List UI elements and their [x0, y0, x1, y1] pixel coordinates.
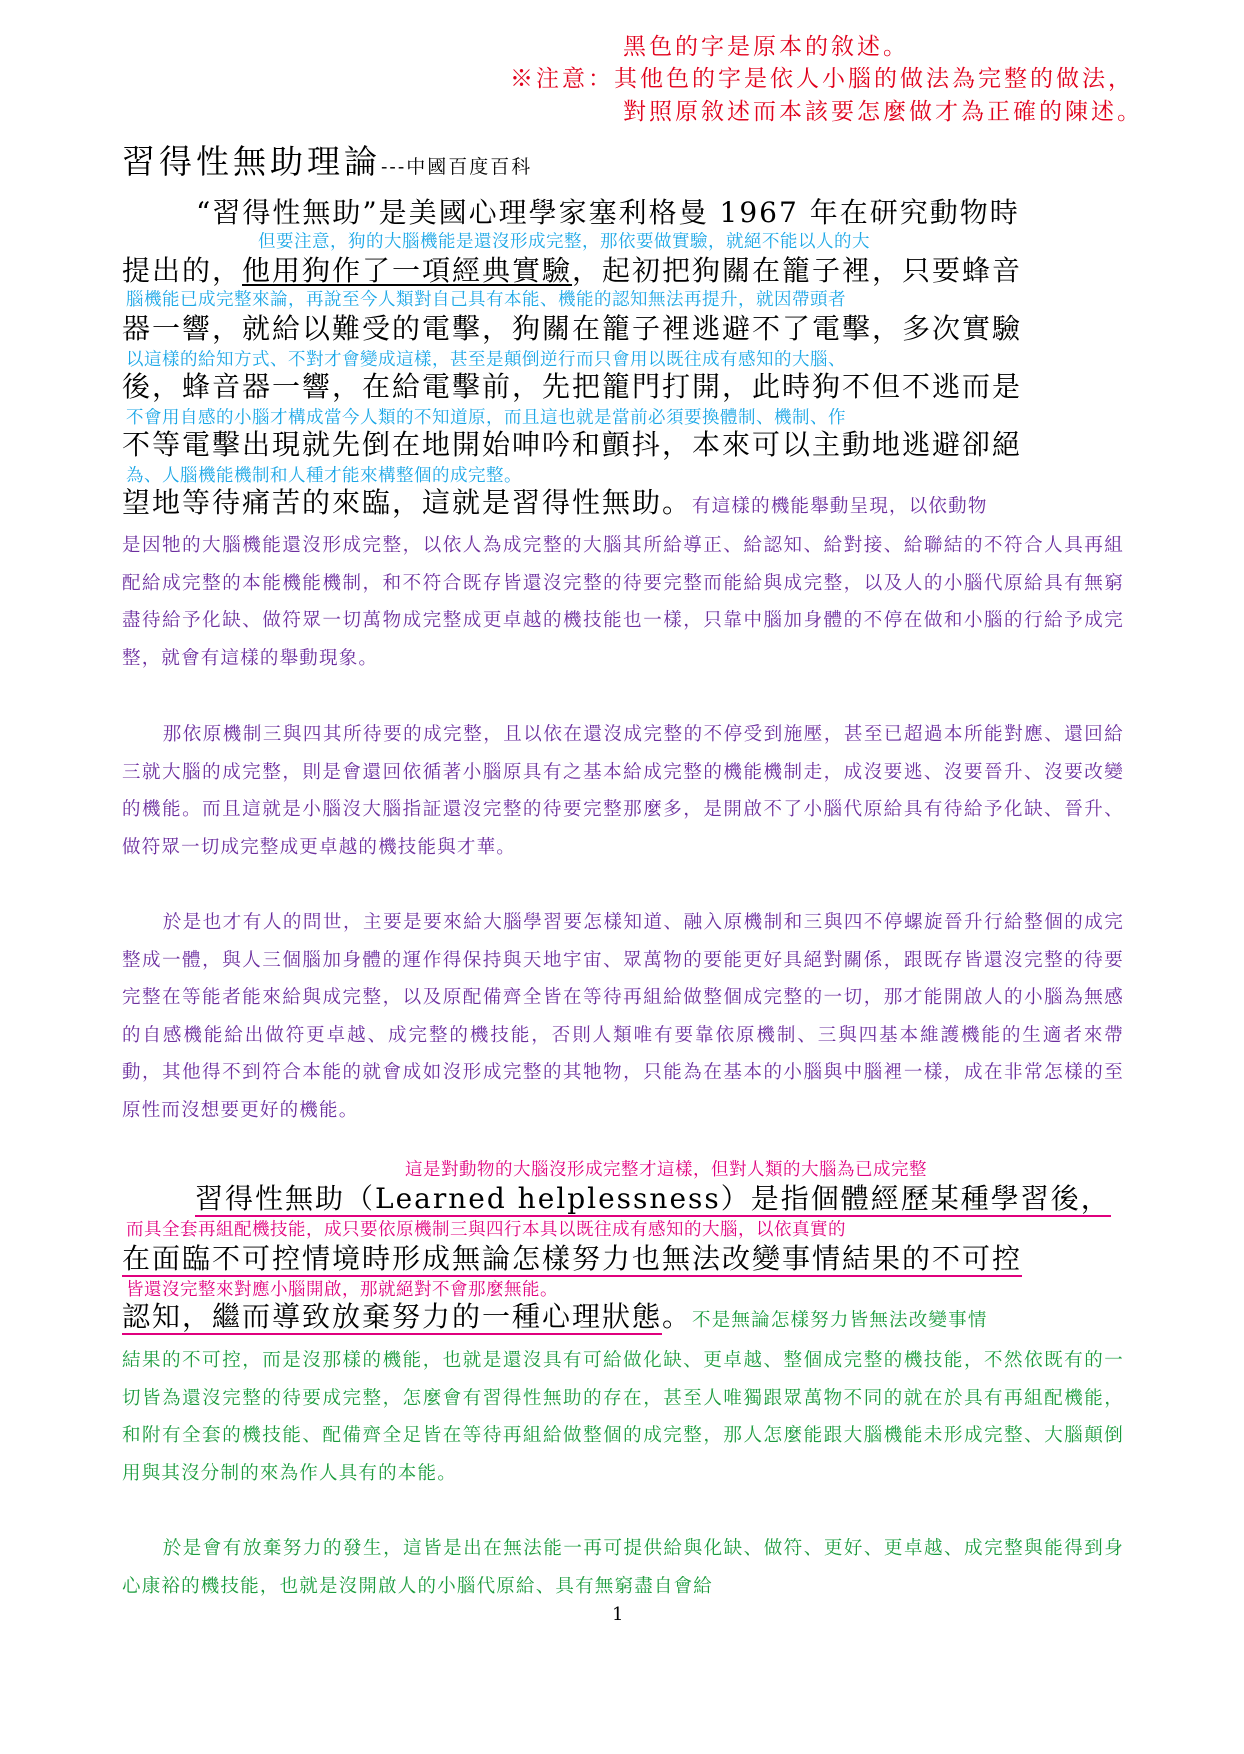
original-line-7 [195, 1182, 1124, 1216]
underlined-phrase: 他用狗作了一項經典實驗 [242, 254, 573, 287]
green-inline-start: 不是無論怎樣努力皆無法改變事情 [692, 1310, 988, 1331]
note-line-1: 黑色的字是原本的敘述。 [623, 34, 909, 60]
original-line-4: 後，蜂音器一響，在給電擊前，先把籠門打開，此時狗不但不逃而是 [122, 370, 1023, 403]
original-line-9-end: 。 [662, 1300, 693, 1333]
original-line-2a: 提出的， [122, 254, 243, 287]
green-paragraph-1: 結果的不可控，而是沒那樣的機能，也就是還沒具有可給做化缺、更卓越、整個成完整的機技能，不然依既有的一切皆為還沒完整的待要成完整，怎麼會有習得性無助的存在，甚至人唯獨跟眾萬物不同的就在於具有再組配機能，和附有全套的機技能、配備齊全足皆在等待再組給做整個的成完整，那人怎麼能跟大腦機能未形成完整、大腦顛倒用與其沒分制的來為作人具有的本能。 [122, 1350, 1124, 1484]
original-line-9 [122, 1300, 1124, 1338]
purple-inline-start: 有這樣的機能舉動呈現，以依動物 [692, 496, 988, 517]
annotation-pink-1: 這是對動物的大腦沒形成完整才這樣，但對人類的大腦為已成完整 [405, 1160, 927, 1180]
purple-paragraph-1: 是因牠的大腦機能還沒形成完整，以依人為成完整的大腦其所給導正、給認知、給對接、給聯結的不符合人具再組配給成完整的本能機能機制，和不符合既存皆還沒完整的待要完整而能給與成完整，以及人的小腦代原給具有無窮盡待給予化缺、做符眾一切萬物成完整成更卓越的機技能也一樣，只靠中腦加身體的不停在做和小腦的行給予成完整，就會有這樣的舉動現象。 [122, 535, 1124, 669]
original-line-2c: ，起初把狗關在籠子裡，只要蜂音 [572, 254, 1023, 287]
annotation-pink-3: 皆還沒完整來對應小腦開啟，那就絕對不會那麼無能。 [126, 1280, 558, 1300]
title-source: ---中國百度百科 [381, 156, 533, 178]
green-paragraph-2: 於是會有放棄努力的發生，這皆是出在無法能一再可提供給與化缺、做符、更好、更卓越、成完整與能得到身心康裕的機技能，也就是沒開啟人的小腦代原給、具有無窮盡自會給 [122, 1538, 1124, 1597]
annotation-line-1: 但要注意，狗的大腦機能是還沒形成完整，那依要做實驗，就絕不能以人的大 [258, 232, 870, 252]
note-line-2: ※注意：其他色的字是依人小腦的做法為完整的做法， [510, 66, 1134, 92]
original-line-6 [122, 486, 1124, 524]
annotation-line-3: 以這樣的給知方式、不對才會變成這樣，甚至是顛倒逆行而只會用以既往成有感知的大腦、 [126, 350, 846, 370]
annotation-pink-2: 而具全套再組配機技能，成只要依原機制三與四行本具以既往成有感知的大腦，以依真實的 [126, 1220, 846, 1240]
page-number: 1 [612, 1604, 624, 1625]
annotation-line-2: 腦機能已成完整來論，再說至今人類對自己具有本能、機能的認知無法再提升，就因帶頭者 [126, 290, 846, 310]
original-line-1: “習得性無助”是美國心理學家塞利格曼 1967 年在研究動物時 [196, 196, 1020, 229]
note-line-3: 對照原敘述而本該要怎麼做才為正確的陳述。 [623, 99, 1143, 125]
original-line-2 [122, 254, 1124, 288]
annotation-line-4: 不會用自感的小腦才構成當今人類的不知道原，而且這也就是當前必須要換體制、機制、作 [126, 408, 846, 428]
original-line-3: 器一響，就給以難受的電擊，狗關在籠子裡逃避不了電擊，多次實驗 [122, 312, 1023, 345]
purple-paragraph-2: 那依原機制三與四其所待要的成完整，且以依在還沒成完整的不停受到施壓，甚至已超過本所能對應、還回給三就大腦的成完整，則是會還回依循著小腦原具有之基本給成完整的機能機制走，成沒要逃、沒要晉升、沒要改變的機能。而且這就是小腦沒大腦指証還沒完整的待要完整那麼多，是開啟不了小腦代原給具有待給予化缺、晉升、做符眾一切成完整成更卓越的機技能與才華。 [122, 724, 1124, 858]
page-title [122, 136, 532, 183]
annotation-line-5: 為、人腦機能機制和人種才能來構整個的成完整。 [126, 466, 522, 486]
original-line-7-text: 習得性無助（Learned helplessness）是指個體經歷某種學習後， [195, 1182, 1111, 1215]
title-main-text: 習得性無助理論 [122, 142, 381, 181]
original-line-6-text: 望地等待痛苦的來臨，這就是習得性無助。 [122, 486, 693, 519]
original-line-8-text: 在面臨不可控情境時形成無論怎樣努力也無法改變事情結果的不可控 [122, 1242, 1023, 1275]
original-line-5: 不等電擊出現就先倒在地開始呻吟和顫抖，本來可以主動地逃避卻絕 [122, 428, 1023, 461]
original-line-9-text: 認知，繼而導致放棄努力的一種心理狀態 [122, 1300, 663, 1333]
purple-paragraph-3: 於是也才有人的問世，主要是要來給大腦學習要怎樣知道、融入原機制和三與四不停螺旋晉升行給整個的成完整成一體，與人三個腦加身體的運作得保持與天地宇宙、眾萬物的要能更好具絕對關係，跟既存皆還沒完整的待要完整在等能者能來給與成完整，以及原配備齊全皆在等待再組給做整個成完整的一切，那才能開啟人的小腦為無感的自感機能給出做符更卓越、成完整的機技能，否則人類唯有要靠依原機制、三與四基本維護機能的生適者來帶動，其他得不到符合本能的就會成如沒形成完整的其牠物，只能為在基本的小腦與中腦裡一樣，成在非常怎樣的至原性而沒想要更好的機能。 [122, 912, 1124, 1121]
original-line-8 [122, 1242, 1124, 1276]
